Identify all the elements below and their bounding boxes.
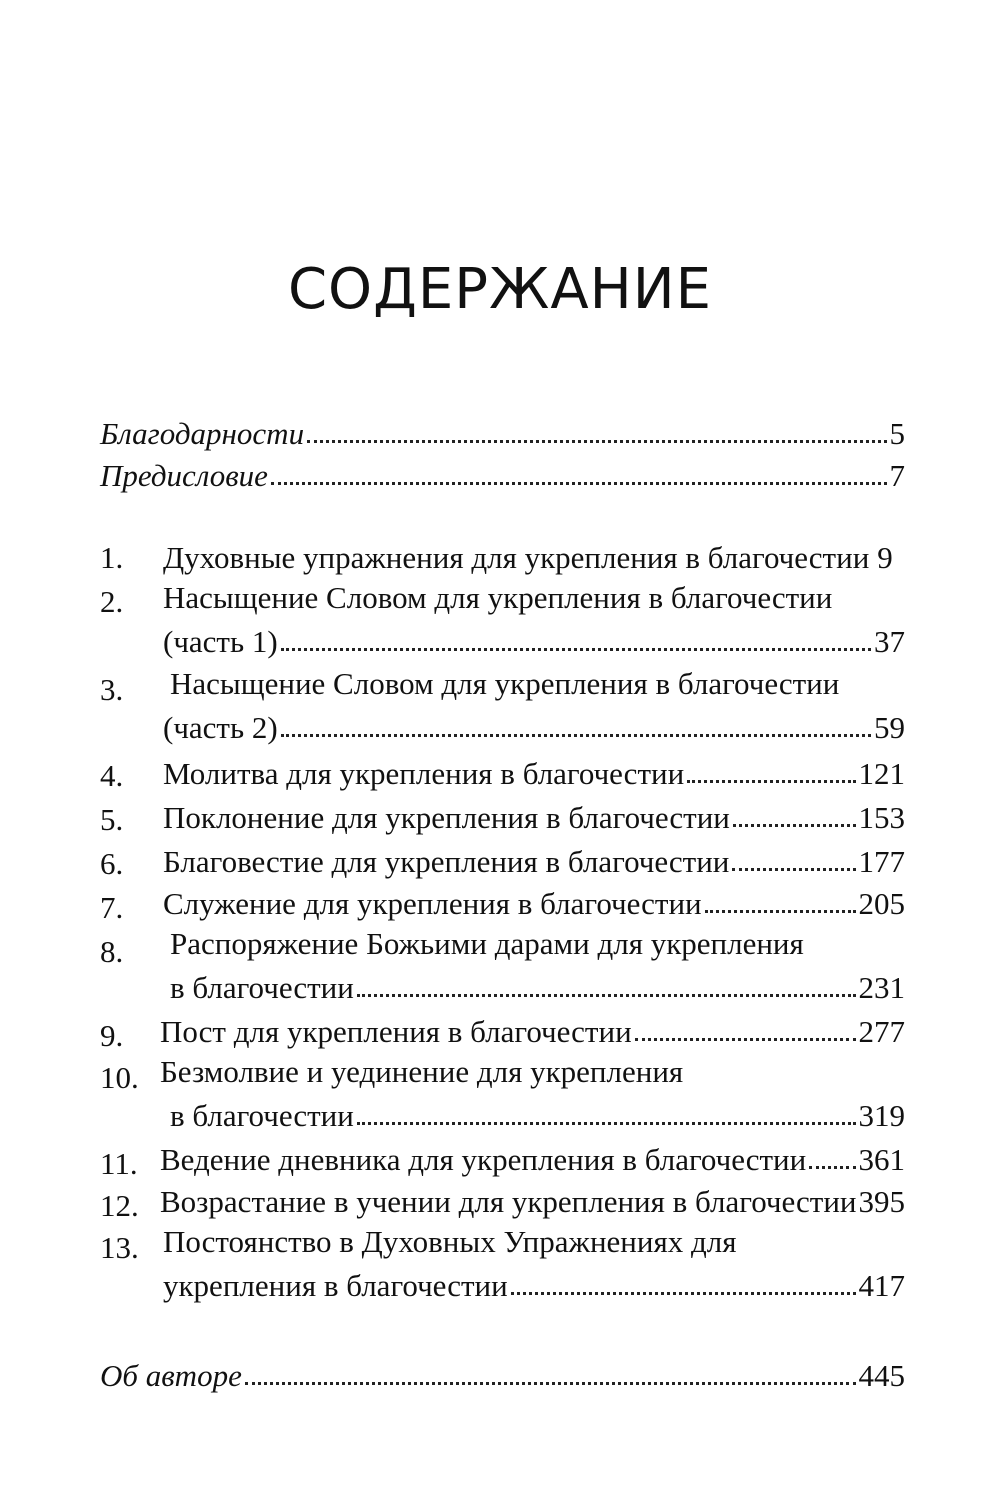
toc-entry-label: Духовные упражнения для укрепления в благочестии bbox=[163, 540, 870, 575]
chapter-number: 6. bbox=[100, 846, 124, 881]
toc-page-number: 395 bbox=[858, 1184, 905, 1219]
toc-entry-chapter-12 bbox=[160, 1178, 905, 1222]
toc-page-number: 37 bbox=[874, 624, 905, 659]
toc-entry-chapter-11 bbox=[160, 1136, 905, 1180]
toc-entry-label: Ведение дневника для укрепления в благочестии bbox=[160, 1142, 807, 1177]
toc-page-number: 445 bbox=[858, 1358, 905, 1393]
toc-entry-label: Предисловие bbox=[100, 458, 268, 493]
toc-entry-chapter-1 bbox=[163, 534, 905, 578]
toc-entry-label: Насыщение Словом для укрепления в благочестии bbox=[163, 580, 833, 615]
toc-entry-acknowledgements bbox=[100, 410, 905, 454]
toc-entry-chapter-13 bbox=[163, 1262, 905, 1306]
toc-entry-label: укрепления в благочестии bbox=[163, 1268, 508, 1303]
dot-leader bbox=[281, 734, 871, 737]
dot-leader bbox=[281, 648, 871, 651]
toc-entry-label: Постоянство в Духовных Упражнениях для bbox=[163, 1224, 737, 1259]
chapter-number: 9. bbox=[100, 1018, 124, 1053]
chapter-number: 8. bbox=[100, 934, 124, 969]
toc-page-number: 177 bbox=[858, 844, 905, 879]
toc-entry-label: Благовестие для укрепления в благочестии bbox=[163, 844, 730, 879]
toc-entry-chapter-8 bbox=[170, 964, 905, 1008]
toc-page-number: 205 bbox=[858, 886, 905, 921]
dot-leader bbox=[687, 780, 855, 783]
toc-page-number: 231 bbox=[858, 970, 905, 1005]
dot-leader bbox=[307, 440, 886, 443]
chapter-number: 3. bbox=[100, 672, 124, 707]
toc-entry-chapter-5 bbox=[163, 794, 905, 838]
toc-entry-label: (часть 2) bbox=[163, 710, 278, 745]
toc-entry-label: Возрастание в учении для укрепления в благочестии bbox=[160, 1184, 857, 1219]
toc-page-number: 319 bbox=[858, 1098, 905, 1133]
toc-entry-about-author bbox=[100, 1352, 905, 1396]
toc-entry-chapter-6 bbox=[163, 838, 905, 882]
toc-entry-preface bbox=[100, 452, 905, 496]
dot-leader bbox=[245, 1382, 856, 1385]
chapter-number: 1. bbox=[100, 540, 124, 575]
toc-page-number: 7 bbox=[889, 458, 905, 493]
toc-page-number: 417 bbox=[858, 1268, 905, 1303]
toc-page-number: 5 bbox=[889, 416, 905, 451]
dot-leader bbox=[705, 910, 856, 913]
toc-entry-label: Поклонение для укрепления в благочестии bbox=[163, 800, 730, 835]
chapter-number: 2. bbox=[100, 584, 124, 619]
toc-page-number: 9 bbox=[877, 540, 893, 575]
chapter-number: 11. bbox=[100, 1146, 138, 1181]
dot-leader bbox=[733, 824, 856, 827]
chapter-number: 12. bbox=[100, 1188, 139, 1223]
chapter-number: 5. bbox=[100, 802, 124, 837]
toc-entry-label: в благочестии bbox=[170, 970, 354, 1005]
toc-entry-label: Пост для укрепления в благочестии bbox=[160, 1014, 632, 1049]
toc-entry-label: Благодарности bbox=[100, 416, 305, 451]
toc-page-number: 121 bbox=[858, 756, 905, 791]
toc-entry-label: Распоряжение Божьими дарами для укрепления bbox=[170, 926, 804, 961]
toc-entry-label: Об авторе bbox=[100, 1358, 242, 1393]
page-title: СОДЕРЖАНИЕ bbox=[287, 257, 713, 322]
toc-entry-chapter-7 bbox=[163, 880, 905, 924]
chapter-number: 4. bbox=[100, 758, 124, 793]
chapter-number: 13. bbox=[100, 1230, 139, 1265]
toc-entry-chapter-2 bbox=[163, 618, 905, 662]
chapter-number: 7. bbox=[100, 890, 124, 925]
toc-page-number: 153 bbox=[858, 800, 905, 835]
dot-leader bbox=[271, 482, 887, 485]
toc-entry-label: в благочестии bbox=[170, 1098, 354, 1133]
chapter-number: 10. bbox=[100, 1060, 139, 1095]
toc-page-number: 59 bbox=[874, 710, 905, 745]
toc-page-number: 277 bbox=[858, 1014, 905, 1049]
toc-entry-label: (часть 1) bbox=[163, 624, 278, 659]
dot-leader bbox=[809, 1166, 855, 1169]
toc-entry-chapter-10 bbox=[170, 1092, 905, 1136]
toc-entry-chapter-9 bbox=[160, 1008, 905, 1052]
toc-entry-label: Молитва для укрепления в благочестии bbox=[163, 756, 685, 791]
dot-leader bbox=[635, 1038, 856, 1041]
toc-entry-label: Насыщение Словом для укрепления в благочестии bbox=[170, 666, 840, 701]
toc-page-number: 361 bbox=[858, 1142, 905, 1177]
toc-entry-chapter-4 bbox=[163, 750, 905, 794]
dot-leader bbox=[732, 868, 855, 871]
dot-leader bbox=[511, 1292, 856, 1295]
toc-entry-label: Служение для укрепления в благочестии bbox=[163, 886, 702, 921]
dot-leader bbox=[357, 1122, 856, 1125]
toc-entry-label: Безмолвие и уединение для укрепления bbox=[160, 1054, 684, 1089]
dot-leader bbox=[357, 994, 856, 997]
toc-entry-chapter-3 bbox=[163, 704, 905, 748]
